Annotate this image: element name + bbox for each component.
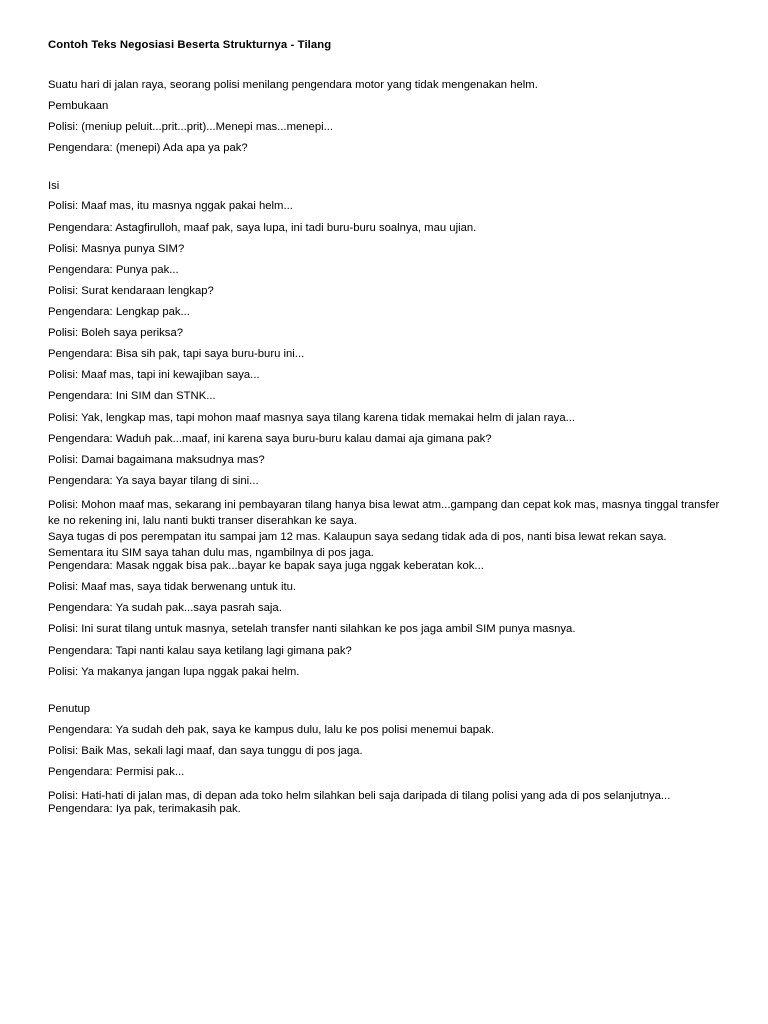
dialogue-line: Pengendara: Lengkap pak... <box>48 305 190 318</box>
dialogue-line: Polisi: Surat kendaraan lengkap? <box>48 284 214 297</box>
dialogue-line: Pengendara: Permisi pak... <box>48 765 185 778</box>
dialogue-line: Polisi: Maaf mas, tapi ini kewajiban saya... <box>48 369 260 382</box>
dialogue-line: Polisi: Damai bagaimana maksudnya mas? <box>48 453 265 466</box>
document-body <box>48 39 723 825</box>
spacer <box>48 51 720 80</box>
dialogue-line: Pengendara: Ya sudah pak...saya pasrah saja. <box>48 602 282 615</box>
dialogue-line: Pengendara: Waduh pak...maaf, ini karena saya buru-buru kalau damai aja gimana pak? <box>48 432 492 445</box>
dialogue-line: Polisi: Yak, lengkap mas, tapi mohon maaf masnya saya tilang karena tidak memakai helm di jalan raya... <box>48 411 576 424</box>
intro-paragraph: Suatu hari di jalan raya, seorang polisi menilang pengendara motor yang tidak mengenakan helm. <box>48 79 538 92</box>
dialogue-line: Saya tugas di pos perempatan itu sampai jam 12 mas. Kalaupun saya sedang tidak ada di pos, nanti bisa lewat rekan saya. Sementara itu SIM saya tahan dulu mas, ngambilnya di pos jaga. <box>48 531 670 560</box>
spacer <box>48 688 720 704</box>
dialogue-line: Polisi: Maaf mas, itu masnya nggak pakai helm... <box>48 200 293 213</box>
page-title: Contoh Teks Negosiasi Beserta Strukturnya - Tilang <box>48 39 332 51</box>
dialogue-line: Pengendara: Bisa sih pak, tapi saya buru-buru ini... <box>48 348 305 361</box>
dialogue-line: Pengendara: Punya pak... <box>48 263 179 276</box>
dialogue-line: Pengendara: Iya pak, terimakasih pak. <box>48 802 241 815</box>
spacer <box>48 165 720 181</box>
dialogue-line: Pengendara: Ini SIM dan STNK... <box>48 390 216 403</box>
dialogue-line: Polisi: Ini surat tilang untuk masnya, setelah transfer nanti silahkan ke pos jaga ambil SIM punya masnya. <box>48 623 576 636</box>
section-heading-isi: Isi <box>48 179 60 192</box>
dialogue-line: Pengendara: Tapi nanti kalau saya ketilang lagi gimana pak? <box>48 644 352 657</box>
dialogue-line: Polisi: Maaf mas, saya tidak berwenang untuk itu. <box>48 581 297 594</box>
dialogue-line: Polisi: Baik Mas, sekali lagi maaf, dan saya tunggu di pos jaga. <box>48 744 363 757</box>
dialogue-line: Pengendara: Ya sudah deh pak, saya ke kampus dulu, lalu ke pos polisi menemui bapak. <box>48 723 495 736</box>
section-heading-penutup: Penutup <box>48 702 91 715</box>
dialogue-line: Polisi: Ya makanya jangan lupa nggak pakai helm. <box>48 665 300 678</box>
dialogue-line: Polisi: Mohon maaf mas, sekarang ini pembayaran tilang hanya bisa lewat atm...gampang dan cepat kok mas, masnya tinggal transfer ke no rekening ini, lalu nanti bukti transer diserahkan ke saya. <box>48 498 723 527</box>
dialogue-line: Polisi: (meniup peluit...prit...prit)...Menepi mas...menepi... <box>48 121 334 134</box>
section-heading-pembukaan: Pembukaan <box>48 100 109 113</box>
dialogue-line: Polisi: Masnya punya SIM? <box>48 242 185 255</box>
dialogue-line: Pengendara: Masak nggak bisa pak...bayar ke bapak saya juga nggak keberatan kok... <box>48 560 484 573</box>
dialogue-line: Pengendara: (menepi) Ada apa ya pak? <box>48 142 248 155</box>
dialogue-line: Polisi: Hati-hati di jalan mas, di depan ada toko helm silahkan beli saja daripada di tilang polisi yang ada di pos selanjutnya... <box>48 789 671 802</box>
dialogue-line: Pengendara: Ya saya bayar tilang di sini... <box>48 474 259 487</box>
dialogue-line: Pengendara: Astagfirulloh, maaf pak, saya lupa, ini tadi buru-buru soalnya, mau ujian. <box>48 221 477 234</box>
dialogue-line: Polisi: Boleh saya periksa? <box>48 327 184 340</box>
